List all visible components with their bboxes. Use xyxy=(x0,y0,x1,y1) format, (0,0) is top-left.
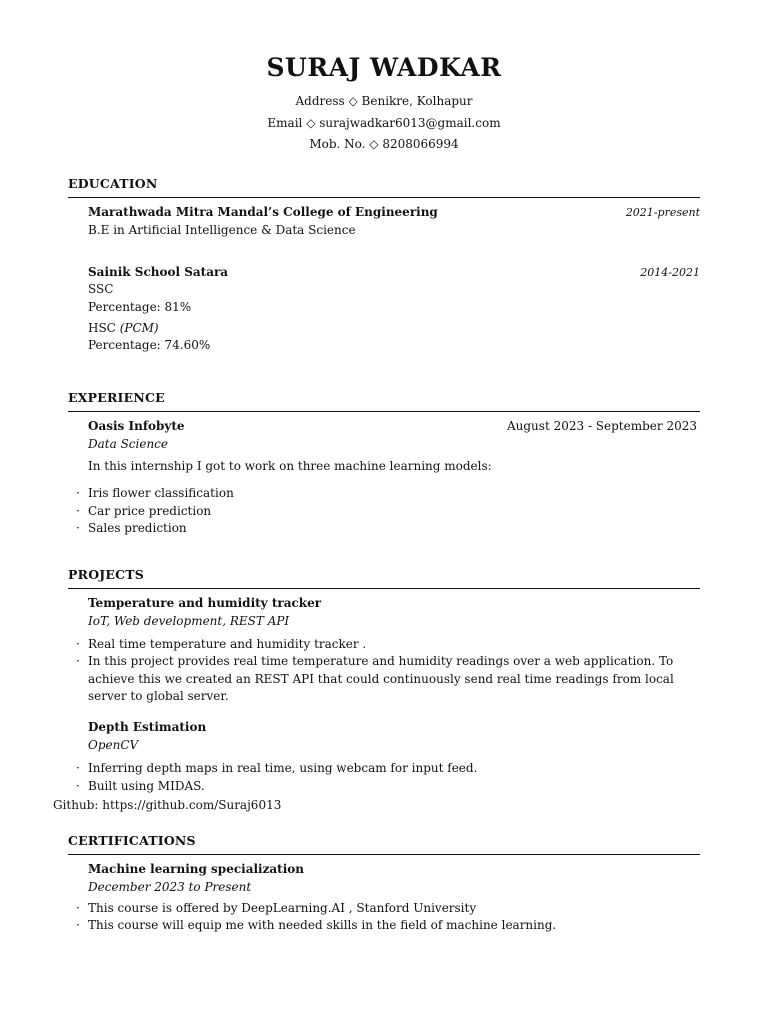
list-item: · Real time temperature and humidity tracker . xyxy=(68,636,700,653)
certifications-heading: CERTIFICATIONS xyxy=(68,832,700,855)
hsc-label: HSC xyxy=(88,321,116,336)
education-dates: 2021-present xyxy=(625,206,700,220)
role: Data Science xyxy=(88,436,168,451)
project-bullets xyxy=(68,760,700,795)
list-item: · Sales prediction xyxy=(68,520,700,537)
institution-name: Sainik School Satara xyxy=(88,264,229,279)
list-item: · Car price prediction xyxy=(68,503,700,520)
education-section xyxy=(68,175,700,355)
projects-heading: PROJECTS xyxy=(68,566,700,589)
phone-line: Mob. No. ◇ 8208066994 xyxy=(309,137,459,151)
education-entry xyxy=(68,264,700,355)
experience-entry xyxy=(68,418,700,475)
ssc-label: SSC xyxy=(88,282,114,297)
ssc-percentage: Percentage: 81% xyxy=(88,299,192,314)
list-item: · This course will equip me with needed skills in the field of machine learning. xyxy=(68,917,700,934)
certifications-section xyxy=(68,832,700,935)
project-name: Depth Estimation xyxy=(88,720,207,735)
experience-heading: EXPERIENCE xyxy=(68,389,700,412)
list-item: · Built using MIDAS. xyxy=(68,778,700,795)
experience-description: In this internship I got to work on three machine learning models: xyxy=(88,458,492,473)
institution-name: Marathwada Mitra Mandal’s College of Engineering xyxy=(88,205,438,220)
certification-entry xyxy=(68,861,700,896)
certification-name: Machine learning specialization xyxy=(88,862,305,877)
project-bullets xyxy=(68,636,700,706)
email-line: Email ◇ surajwadkar6013@gmail.com xyxy=(267,116,501,130)
company-name: Oasis Infobyte xyxy=(88,419,185,434)
project-entry xyxy=(68,719,700,754)
list-item: · Inferring depth maps in real time, using webcam for input feed. xyxy=(68,760,700,777)
education-heading: EDUCATION xyxy=(68,175,700,198)
hsc-stream: (PCM) xyxy=(119,321,159,336)
education-dates: 2014-2021 xyxy=(640,265,700,279)
list-item: · Iris flower classification xyxy=(68,485,700,502)
project-name: Temperature and humidity tracker xyxy=(88,596,322,611)
certification-dates: December 2023 to Present xyxy=(88,879,252,894)
project-tech: OpenCV xyxy=(88,737,139,752)
hsc-percentage: Percentage: 74.60% xyxy=(88,338,211,353)
project-tech: IoT, Web development, REST API xyxy=(88,613,290,628)
experience-bullets xyxy=(68,485,700,537)
list-item: · This course is offered by DeepLearning.AI , Stanford University xyxy=(68,900,700,917)
certification-bullets xyxy=(68,900,700,935)
hsc-line xyxy=(88,320,700,337)
address-line: Address ◇ Benikre, Kolhapur xyxy=(295,94,473,108)
github-link[interactable]: Github: https://github.com/Suraj6013 xyxy=(53,798,282,812)
project-entry xyxy=(68,595,700,630)
experience-dates: August 2023 - September 2023 xyxy=(506,419,697,434)
education-entry xyxy=(68,204,700,239)
degree: B.E in Artificial Intelligence & Data Science xyxy=(88,222,356,237)
candidate-name: SURAJ WADKAR xyxy=(266,53,502,82)
list-item: · In this project provides real time temperature and humidity readings over a web application. To achieve this we created an REST API that could continuously send real time readings from local server to global server. xyxy=(68,653,700,705)
experience-section xyxy=(68,389,700,537)
projects-section xyxy=(68,566,700,795)
